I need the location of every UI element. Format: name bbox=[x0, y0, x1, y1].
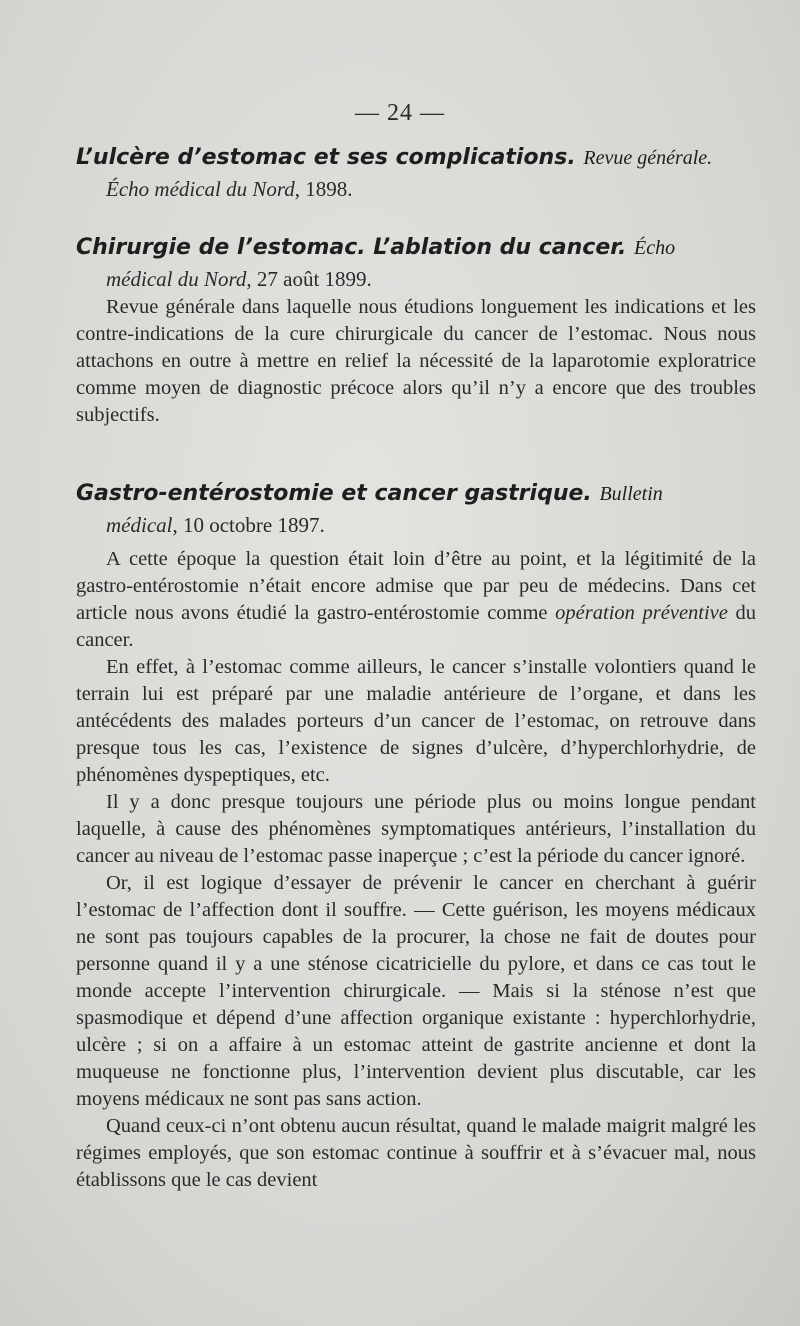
paragraph-text: du cancer. bbox=[76, 602, 757, 651]
paragraph-emphasis: opération préventive bbox=[555, 602, 728, 624]
entry-paragraph bbox=[76, 546, 756, 654]
entry-reference bbox=[76, 510, 756, 540]
entry-title-text: Gastro-entérostomie et cancer gastrique. bbox=[76, 481, 592, 506]
entry-title bbox=[76, 232, 756, 264]
bibliography-entry-1 bbox=[76, 142, 756, 204]
reference-date: , 1898. bbox=[294, 177, 353, 201]
entry-reference bbox=[76, 264, 756, 294]
entry-title bbox=[76, 142, 756, 174]
reference-journal: Écho médical du Nord bbox=[106, 177, 295, 201]
reference-journal: médical bbox=[106, 513, 173, 537]
entry-source: Bulletin bbox=[599, 483, 663, 505]
entry-paragraph: Or, il est logique d’essayer de prévenir le cancer en cherchant à guérir l’estomac de l’affection dont il souffre. — Cette guérison, les moyens médicaux ne sont pas toujours capables de la procurer, la chose ne fait de doutes pour personne quand il y a une sténose cicatricielle du pylore, et dans ce cas tout le monde accepte l’intervention chirurgicale. — Mais si la sténose n’est que spasmodique et dépend d’une affection organique existante : hyperchlorhydrie, ulcère ; si on a affaire à un estomac atteint de gastrite ancienne et dont la muqueuse ne fonctionne plus, l’intervention devient plus discutable, car les moyens médicaux ne sont pas sans action. bbox=[76, 872, 756, 1110]
paragraph-text: A cette époque la question était loin d’être au point, et la légitimité de la gastro-entérostomie n’était encore admise que par peu de médecins. Dans cet article nous avons étudié la gastro-entérostomie comme bbox=[76, 548, 756, 624]
entry-source: Écho bbox=[633, 237, 676, 259]
reference-date: , 27 août 1899. bbox=[246, 267, 372, 291]
reference-journal: médical du Nord bbox=[106, 267, 247, 291]
entry-title bbox=[76, 478, 756, 510]
entry-paragraph: En effet, à l’estomac comme ailleurs, le cancer s’installe volontiers quand le terrain lui est préparé par une maladie antérieure de l’organe, et dans les antécédents des malades porteurs d’un cancer de l’estomac, on retrouve dans presque tous les cas, l’existence de signes d’ulcère, d’hyperchlorhydrie, de phénomènes dyspeptiques, etc. bbox=[76, 656, 756, 786]
bibliography-entry-3 bbox=[76, 478, 756, 1194]
entry-title-text: L’ulcère d’estomac et ses complications. bbox=[76, 145, 576, 170]
bibliography-entry-2 bbox=[76, 232, 756, 429]
entry-title-text: Chirurgie de l’estomac. L’ablation du cancer. bbox=[76, 235, 627, 260]
entry-reference bbox=[76, 174, 756, 204]
page-number: — 24 — bbox=[355, 100, 445, 126]
entry-source: Revue générale. bbox=[583, 147, 713, 169]
entry-paragraph: Il y a donc presque toujours une période plus ou moins longue pendant laquelle, à cause des phénomènes symptomatiques antérieurs, l’installation du cancer au niveau de l’estomac passe inaperçue ; c’est la période du cancer ignoré. bbox=[76, 791, 756, 867]
entry-paragraph: Quand ceux-ci n’ont obtenu aucun résultat, quand le malade maigrit malgré les régimes employés, que son estomac continue à souffrir et à s’évacuer mal, nous établissons que le cas devient bbox=[76, 1115, 756, 1191]
entry-paragraph: Revue générale dans laquelle nous étudions longuement les indications et les contre-indications de la cure chirurgicale du cancer de l’estomac. Nous nous attachons en outre à mettre en relief la nécessité de la laparotomie exploratrice comme moyen de diagnostic précoce alors qu’il n’y a encore que des troubles subjectifs. bbox=[76, 296, 756, 426]
reference-date: , 10 octobre 1897. bbox=[172, 513, 325, 537]
